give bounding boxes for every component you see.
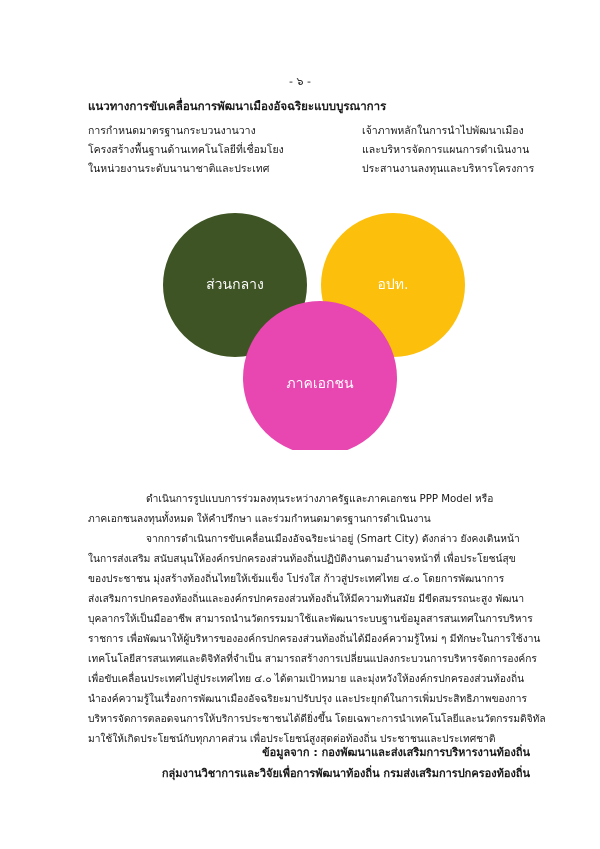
- body-line: บุคลากรให้เป็นมืออาชีพ สามารถนำนวัตกรรมมาใช้และพัฒนาระบบฐานข้อมูลสารสนเทศในการบริหาร: [88, 614, 533, 625]
- central-label: ส่วนกลาง: [206, 277, 264, 293]
- body-line: บริหารจัดการตลอดจนการให้บริการประชาชนได้ดียิ่งขึ้น โดยเฉพาะการนำเทคโนโลยีและนวัตกรรมดิจิทัล: [88, 714, 546, 725]
- body-line: จากการดำเนินการขับเคลื่อนเมืองอัจฉริยะน่าอยู่ (Smart City) ดังกล่าว ยังคงเดินหน้า: [146, 534, 520, 545]
- local-label: อปท.: [377, 277, 409, 293]
- left-column-line: ในหน่วยงานระดับนานาชาติและประเทศ: [88, 163, 270, 175]
- left-column-line: การกำหนดมาตรฐานกระบวนงานวาง: [88, 125, 256, 137]
- right-column-line: ประสานงานลงทุนและบริหารโครงการ: [362, 163, 535, 175]
- body-line: ของประชาชน มุ่งสร้างท้องถิ่นไทยให้เข้มแข็ง โปร่งใส ก้าวสู่ประเทศไทย ๔.๐ โดยการพัฒนาการ: [88, 574, 505, 585]
- body-paragraphs: [88, 490, 546, 750]
- body-line: ราชการ เพื่อพัฒนาให้ผู้บริหารขององค์กรปกครองส่วนท้องถิ่นได้มีองค์ความรู้ใหม่ ๆ มีทักษะในการใช้งาน: [88, 634, 541, 645]
- left-column-line: โครงสร้างพื้นฐานด้านเทคโนโลยีที่เชื่อมโยง: [88, 144, 284, 156]
- right-column-text: [362, 122, 562, 179]
- venn-diagram: [150, 210, 480, 450]
- body-line: ส่งเสริมการปกครองท้องถิ่นและองค์กรปกครองส่วนท้องถิ่นให้มีความทันสมัย มีขีดสมรรถนะสูง พัฒนา: [88, 594, 525, 605]
- source-line: กลุ่มงานวิชาการและวิจัยเพื่อการพัฒนาท้องถิ่น กรมส่งเสริมการปกครองท้องถิ่น: [161, 767, 530, 780]
- body-line: เทคโนโลยีสารสนเทศและดิจิทัลที่จำเป็น สามารถสร้างการเปลี่ยนแปลงกระบวนการบริหารจัดการองค์กร: [88, 654, 537, 665]
- right-column-line: เจ้าภาพหลักในการนำไปพัฒนาเมือง: [362, 125, 524, 137]
- section-heading: แนวทางการขับเคลื่อนการพัฒนาเมืองอัจฉริยะแบบบูรณาการ: [88, 99, 387, 113]
- private-label: ภาคเอกชน: [286, 376, 354, 392]
- page-number: - ๖ -: [289, 75, 311, 88]
- body-line: มาใช้ให้เกิดประโยชน์กับทุกภาคส่วน เพื่อประโยชน์สูงสุดต่อท้องถิ่น ประชาชนและประเทศชาติ: [88, 734, 496, 745]
- body-line: ในการส่งเสริม สนับสนุนให้องค์กรปกครองส่วนท้องถิ่นปฏิบัติงานตามอำนาจหน้าที่ เพื่อประโยชน์สุข: [88, 554, 516, 565]
- body-line: ภาคเอกชนลงทุนทั้งหมด ให้คำปรึกษา และร่วมกำหนดมาตรฐานการดำเนินงาน: [88, 514, 431, 525]
- left-column-text: [88, 122, 308, 179]
- right-column-line: และบริหารจัดการแผนการดำเนินงาน: [362, 144, 530, 156]
- body-line: เพื่อขับเคลื่อนประเทศไปสู่ประเทศไทย ๔.๐ ได้ตามเป้าหมาย และมุ่งหวังให้องค์กรปกครองส่วนท้องถิ่น: [88, 674, 525, 685]
- source-line: ข้อมูลจาก : กองพัฒนาและส่งเสริมการบริหารงานท้องถิ่น: [262, 746, 530, 759]
- source-citation: [162, 742, 530, 784]
- body-line: ดำเนินการรูปแบบการร่วมลงทุนระหว่างภาครัฐและภาคเอกชน PPP Model หรือ: [146, 494, 494, 505]
- body-line: นำองค์ความรู้ในเรื่องการพัฒนาเมืองอัจฉริยะมาปรับปรุง และประยุกต์ในการเพิ่มประสิทธิภาพของการ: [88, 694, 527, 705]
